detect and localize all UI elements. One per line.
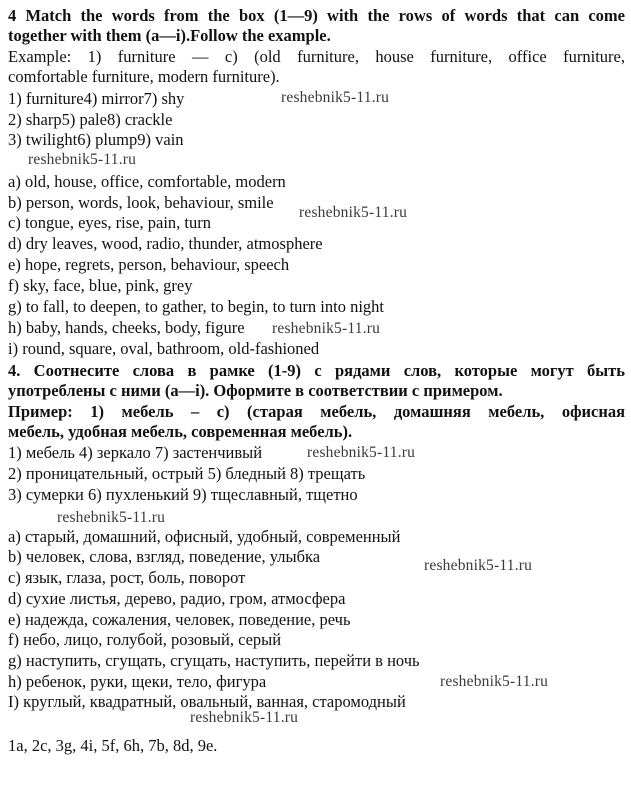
russian-option-h: h) ребенок, руки, щеки, тело, фигура: [8, 672, 267, 691]
russian-option-d: d) сухие листья, дерево, радио, гром, атмосфера: [8, 589, 346, 608]
russian-box-row-2: 2) проницательный, острый 5) бледный 8) трещать: [8, 464, 366, 483]
russian-title-line-1: 4. Соотнесите слова в рамке (1-9) с рядами слов, которые могут быть: [8, 361, 625, 380]
watermark: reshebnik5-11.ru: [190, 709, 299, 726]
watermark: reshebnik5-11.ru: [424, 557, 533, 574]
watermark: reshebnik5-11.ru: [299, 204, 408, 221]
russian-title-line-2: употреблены с ними (а—i). Оформите в соответствии с примером.: [8, 381, 503, 400]
watermark: reshebnik5-11.ru: [57, 509, 166, 526]
english-option-h: h) baby, hands, cheeks, body, figure: [8, 318, 245, 337]
russian-box-row-1: 1) мебель 4) зеркало 7) застенчивый: [8, 443, 263, 462]
english-box-row-3: 3) twilight6) plump9) vain: [8, 130, 184, 149]
english-box-row-2: 2) sharp5) pale8) crackle: [8, 110, 173, 129]
watermark: reshebnik5-11.ru: [440, 673, 549, 690]
english-option-e: e) hope, regrets, person, behaviour, speech: [8, 255, 290, 274]
russian-option-g: g) наступить, сгущать, сгущать, наступить, перейти в ночь: [8, 651, 420, 670]
english-example-line-1: Example: 1) furniture — c) (old furniture, house furniture, office furniture,: [8, 47, 625, 66]
watermark: reshebnik5-11.ru: [272, 320, 381, 337]
russian-option-i: I) круглый, квадратный, овальный, ванная, старомодный: [8, 692, 406, 711]
english-title-line-2: together with them (a—i).Follow the example.: [8, 26, 331, 45]
russian-box-row-3: 3) сумерки 6) пухленький 9) тщеславный, тщетно: [8, 485, 358, 504]
english-example-line-2: comfortable furniture, modern furniture).: [8, 67, 280, 86]
watermark: reshebnik5-11.ru: [281, 89, 390, 106]
english-option-b: b) person, words, look, behaviour, smile: [8, 193, 274, 212]
russian-option-e: e) надежда, сожаления, человек, поведение, речь: [8, 610, 351, 629]
russian-option-f: f) небо, лицо, голубой, розовый, серый: [8, 630, 282, 649]
english-option-c: c) tongue, eyes, rise, pain, turn: [8, 213, 211, 232]
russian-option-c: c) язык, глаза, рост, боль, поворот: [8, 568, 246, 587]
english-option-g: g) to fall, to deepen, to gather, to begin, to turn into night: [8, 297, 385, 316]
russian-example-line-1: Пример: 1) мебель – с) (старая мебель, домашняя мебель, офисная: [8, 402, 625, 421]
english-box-row-1: 1) furniture4) mirror7) shy: [8, 89, 185, 108]
russian-example-line-2: мебель, удобная мебель, современная мебель).: [8, 422, 353, 441]
watermark: reshebnik5-11.ru: [28, 151, 137, 168]
answer-key: 1a, 2c, 3g, 4i, 5f, 6h, 7b, 8d, 9e.: [8, 736, 218, 755]
english-option-f: f) sky, face, blue, pink, grey: [8, 276, 193, 295]
english-option-d: d) dry leaves, wood, radio, thunder, atmosphere: [8, 234, 323, 253]
english-option-i: i) round, square, oval, bathroom, old-fashioned: [8, 339, 320, 358]
russian-option-a: a) старый, домашний, офисный, удобный, современный: [8, 527, 401, 546]
watermark: reshebnik5-11.ru: [307, 444, 416, 461]
english-title-line-1: 4 Match the words from the box (1—9) with the rows of words that can come: [8, 6, 625, 25]
russian-option-b: b) человек, слова, взгляд, поведение, улыбка: [8, 547, 321, 566]
english-option-a: a) old, house, office, comfortable, modern: [8, 172, 286, 191]
